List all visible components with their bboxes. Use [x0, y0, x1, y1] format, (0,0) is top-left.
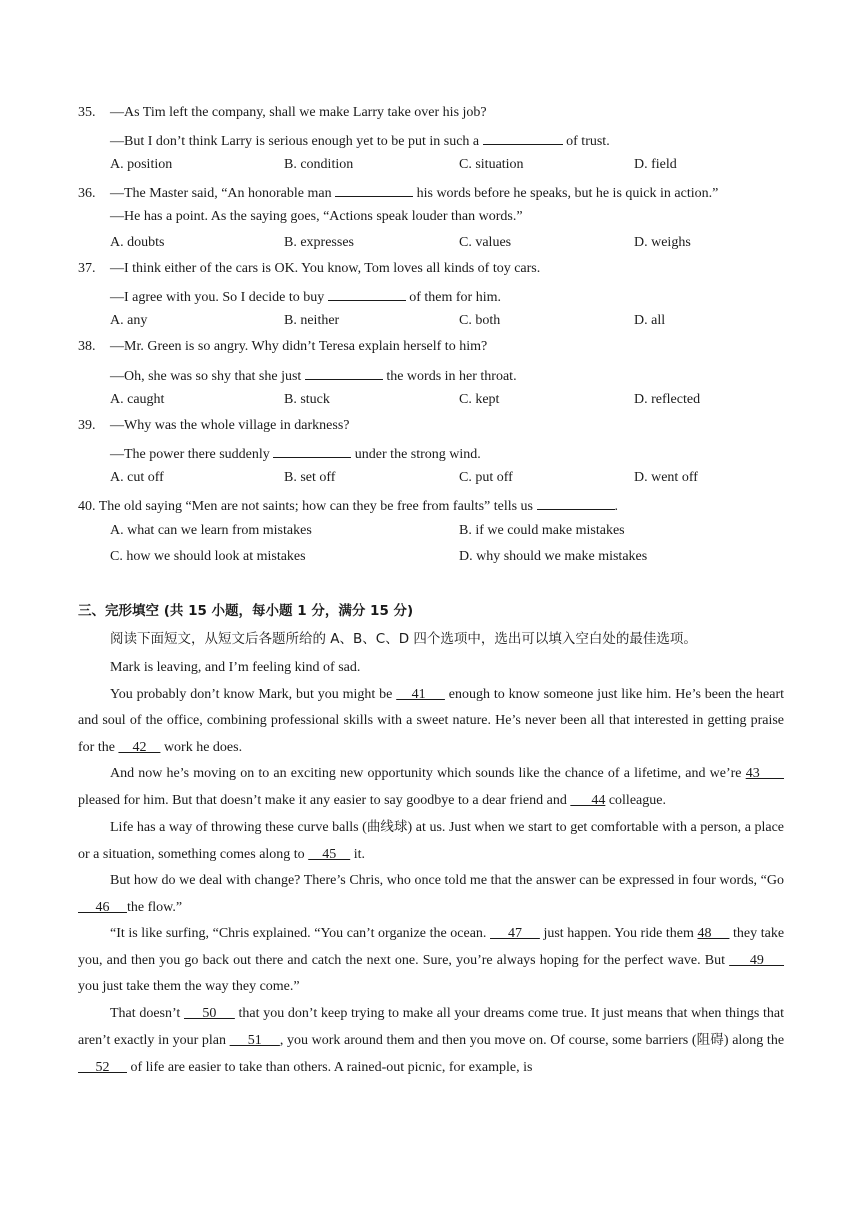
option-a: A. doubts: [110, 235, 165, 250]
text: enough to know someone just like him. He’s been the heart and soul of the office, combining professional skills with a sweet nature. He’s never been all that interested in getting praise for the: [78, 686, 785, 755]
paragraph-2: [78, 682, 784, 762]
question-35-line2: [110, 130, 610, 151]
text: —I think either of the cars is OK. You know, Tom loves all kinds of toy cars.: [110, 261, 541, 276]
option-c: C. put off: [459, 470, 513, 485]
text: work he does.: [160, 739, 243, 755]
blank-50: 50: [184, 1005, 235, 1021]
text: pleased for him. But that doesn’t make it any easier to say goodbye to a dear friend and: [78, 792, 571, 808]
paragraph-6: [78, 921, 784, 1001]
chinese-gloss: 阻碍: [696, 1032, 724, 1048]
option-b: B. neither: [284, 313, 340, 328]
option-b: B. stuck: [284, 392, 330, 407]
blank-42: 42: [118, 739, 161, 755]
option-d: D. went off: [634, 470, 698, 485]
section-instruction: [110, 630, 697, 649]
question-39: [78, 417, 350, 435]
question-39-line2: [110, 443, 481, 464]
blank-46: 46: [78, 899, 127, 915]
question-36: [78, 182, 718, 203]
option-b: B. set off: [284, 470, 336, 485]
text: —Oh, she was so shy that she just: [110, 369, 305, 384]
option-c: C. values: [459, 235, 512, 250]
paragraph-3: [78, 761, 784, 814]
question-number: 35.: [78, 105, 96, 120]
text: that you don’t keep trying to make all your dreams come true. It just means that when things that aren’t exactly in your plan: [78, 1005, 785, 1048]
paragraph-4: [78, 814, 784, 868]
text: —The Master said, “An honorable man: [110, 186, 336, 201]
text: colleague.: [605, 792, 666, 808]
option-a: A. what can we learn from mistakes: [110, 523, 312, 538]
text: And now he’s moving on to an exciting new opportunity which sounds like the chance of a lifetime, and we’re: [110, 766, 746, 781]
question-35: [78, 104, 487, 122]
blank-52: 52: [78, 1059, 127, 1075]
option-b: B. if we could make mistakes: [459, 523, 625, 538]
text: —Why was the whole village in darkness?: [110, 418, 350, 433]
paragraph-1: Mark is leaving, and I’m feeling kind of sad.: [110, 660, 361, 675]
option-c: C. both: [459, 313, 501, 328]
text: 40. The old saying “Men are not saints; how can they be free from faults” tells us: [78, 499, 537, 514]
text: .: [614, 499, 619, 514]
answer-blank: [328, 286, 406, 301]
paragraph-5: [78, 868, 784, 921]
option-d: D. field: [634, 157, 677, 172]
answer-blank: [335, 182, 413, 197]
question-40: [78, 495, 618, 516]
blank-49: 49: [729, 952, 785, 968]
question-number: 37.: [78, 261, 96, 276]
text: of trust.: [562, 134, 610, 149]
blank-47: 47: [490, 926, 540, 941]
chinese-gloss: 曲线球: [366, 819, 408, 835]
answer-blank: [483, 130, 563, 145]
question-number: 36.: [78, 186, 96, 201]
text: the flow.”: [127, 899, 183, 915]
section-title: [78, 602, 413, 621]
text: Life has a way of throwing these curve balls (: [110, 820, 367, 835]
option-d: D. why should we make mistakes: [459, 549, 648, 564]
option-c: C. kept: [459, 392, 500, 407]
option-b: B. expresses: [284, 235, 354, 250]
blank-51: 51: [229, 1033, 280, 1048]
option-d: D. all: [634, 313, 666, 328]
paragraph-7: [78, 1001, 784, 1082]
option-a: A. cut off: [110, 470, 164, 485]
option-c: C. how we should look at mistakes: [110, 549, 306, 564]
text: That doesn’t: [110, 1005, 184, 1021]
option-d: D. reflected: [634, 392, 701, 407]
option-a: A. caught: [110, 392, 165, 407]
option-a: A. position: [110, 157, 173, 172]
question-38: [78, 338, 487, 356]
question-38-line2: [110, 365, 517, 386]
blank-45: 45: [308, 846, 351, 862]
option-b: B. condition: [284, 157, 354, 172]
text: his words before he speaks, but he is quick in action.”: [413, 186, 719, 201]
question-number: 38.: [78, 339, 96, 354]
text: But how do we deal with change? There’s Chris, who once told me that the answer can be expressed in four words, “Go: [110, 873, 784, 888]
question-36-line2: —He has a point. As the saying goes, “Actions speak louder than words.”: [110, 209, 523, 224]
text: , you work around them and then you move on. Of course, some barriers (: [279, 1033, 697, 1048]
instruction-text: 阅读下面短文，从短文后各题所给的 A、B、C、D 四个选项中，选出可以填入空白处的最佳选项。: [110, 631, 697, 647]
question-number: 39.: [78, 418, 96, 433]
text: —But I don’t think Larry is serious enough yet to be put in such a: [110, 134, 483, 149]
cloze-passage: [78, 655, 784, 1081]
text: You probably don’t know Mark, but you might be: [110, 686, 397, 702]
blank-44: 44: [570, 792, 606, 808]
text: of life are easier to take than others. A rained-out picnic, for example, is: [127, 1059, 533, 1075]
text: ) at us. Just when we start to get comfortable with a person, a place or a situation, something comes along to: [78, 820, 784, 862]
text: —The power there suddenly: [110, 447, 274, 462]
text: just happen. You ride them: [539, 926, 698, 941]
question-line: —As Tim left the company, shall we make Larry take over his job?: [110, 105, 487, 120]
section-title-text: 三、完形填空 (共 15 小题，每小题 1 分，满分 15 分): [78, 603, 414, 619]
question-37: [78, 260, 540, 278]
option-c: C. situation: [459, 157, 524, 172]
answer-blank: [537, 495, 615, 510]
blank-41: 41: [396, 686, 445, 702]
blank-43: 43: [745, 766, 784, 781]
option-a: A. any: [110, 313, 148, 328]
text: the words in her throat.: [382, 369, 517, 384]
text: they take you, and then you go back out there and catch the next one. Sure, you’re always hoping for the perfect wave. But: [78, 926, 785, 968]
answer-blank: [305, 365, 383, 380]
text: “It is like surfing, “Chris explained. “You can’t organize the ocean.: [110, 926, 491, 941]
text: under the strong wind.: [351, 447, 481, 462]
question-37-line2: [110, 286, 501, 307]
text: —I agree with you. So I decide to buy: [110, 290, 328, 305]
answer-blank: [273, 443, 351, 458]
text: of them for him.: [405, 290, 501, 305]
text: ) along the: [723, 1033, 785, 1048]
text: —Mr. Green is so angry. Why didn’t Teresa explain herself to him?: [110, 339, 488, 354]
text: it.: [350, 846, 365, 862]
blank-48: 48: [697, 926, 730, 941]
text: you just take them the way they come.”: [78, 979, 300, 994]
option-d: D. weighs: [634, 235, 691, 250]
